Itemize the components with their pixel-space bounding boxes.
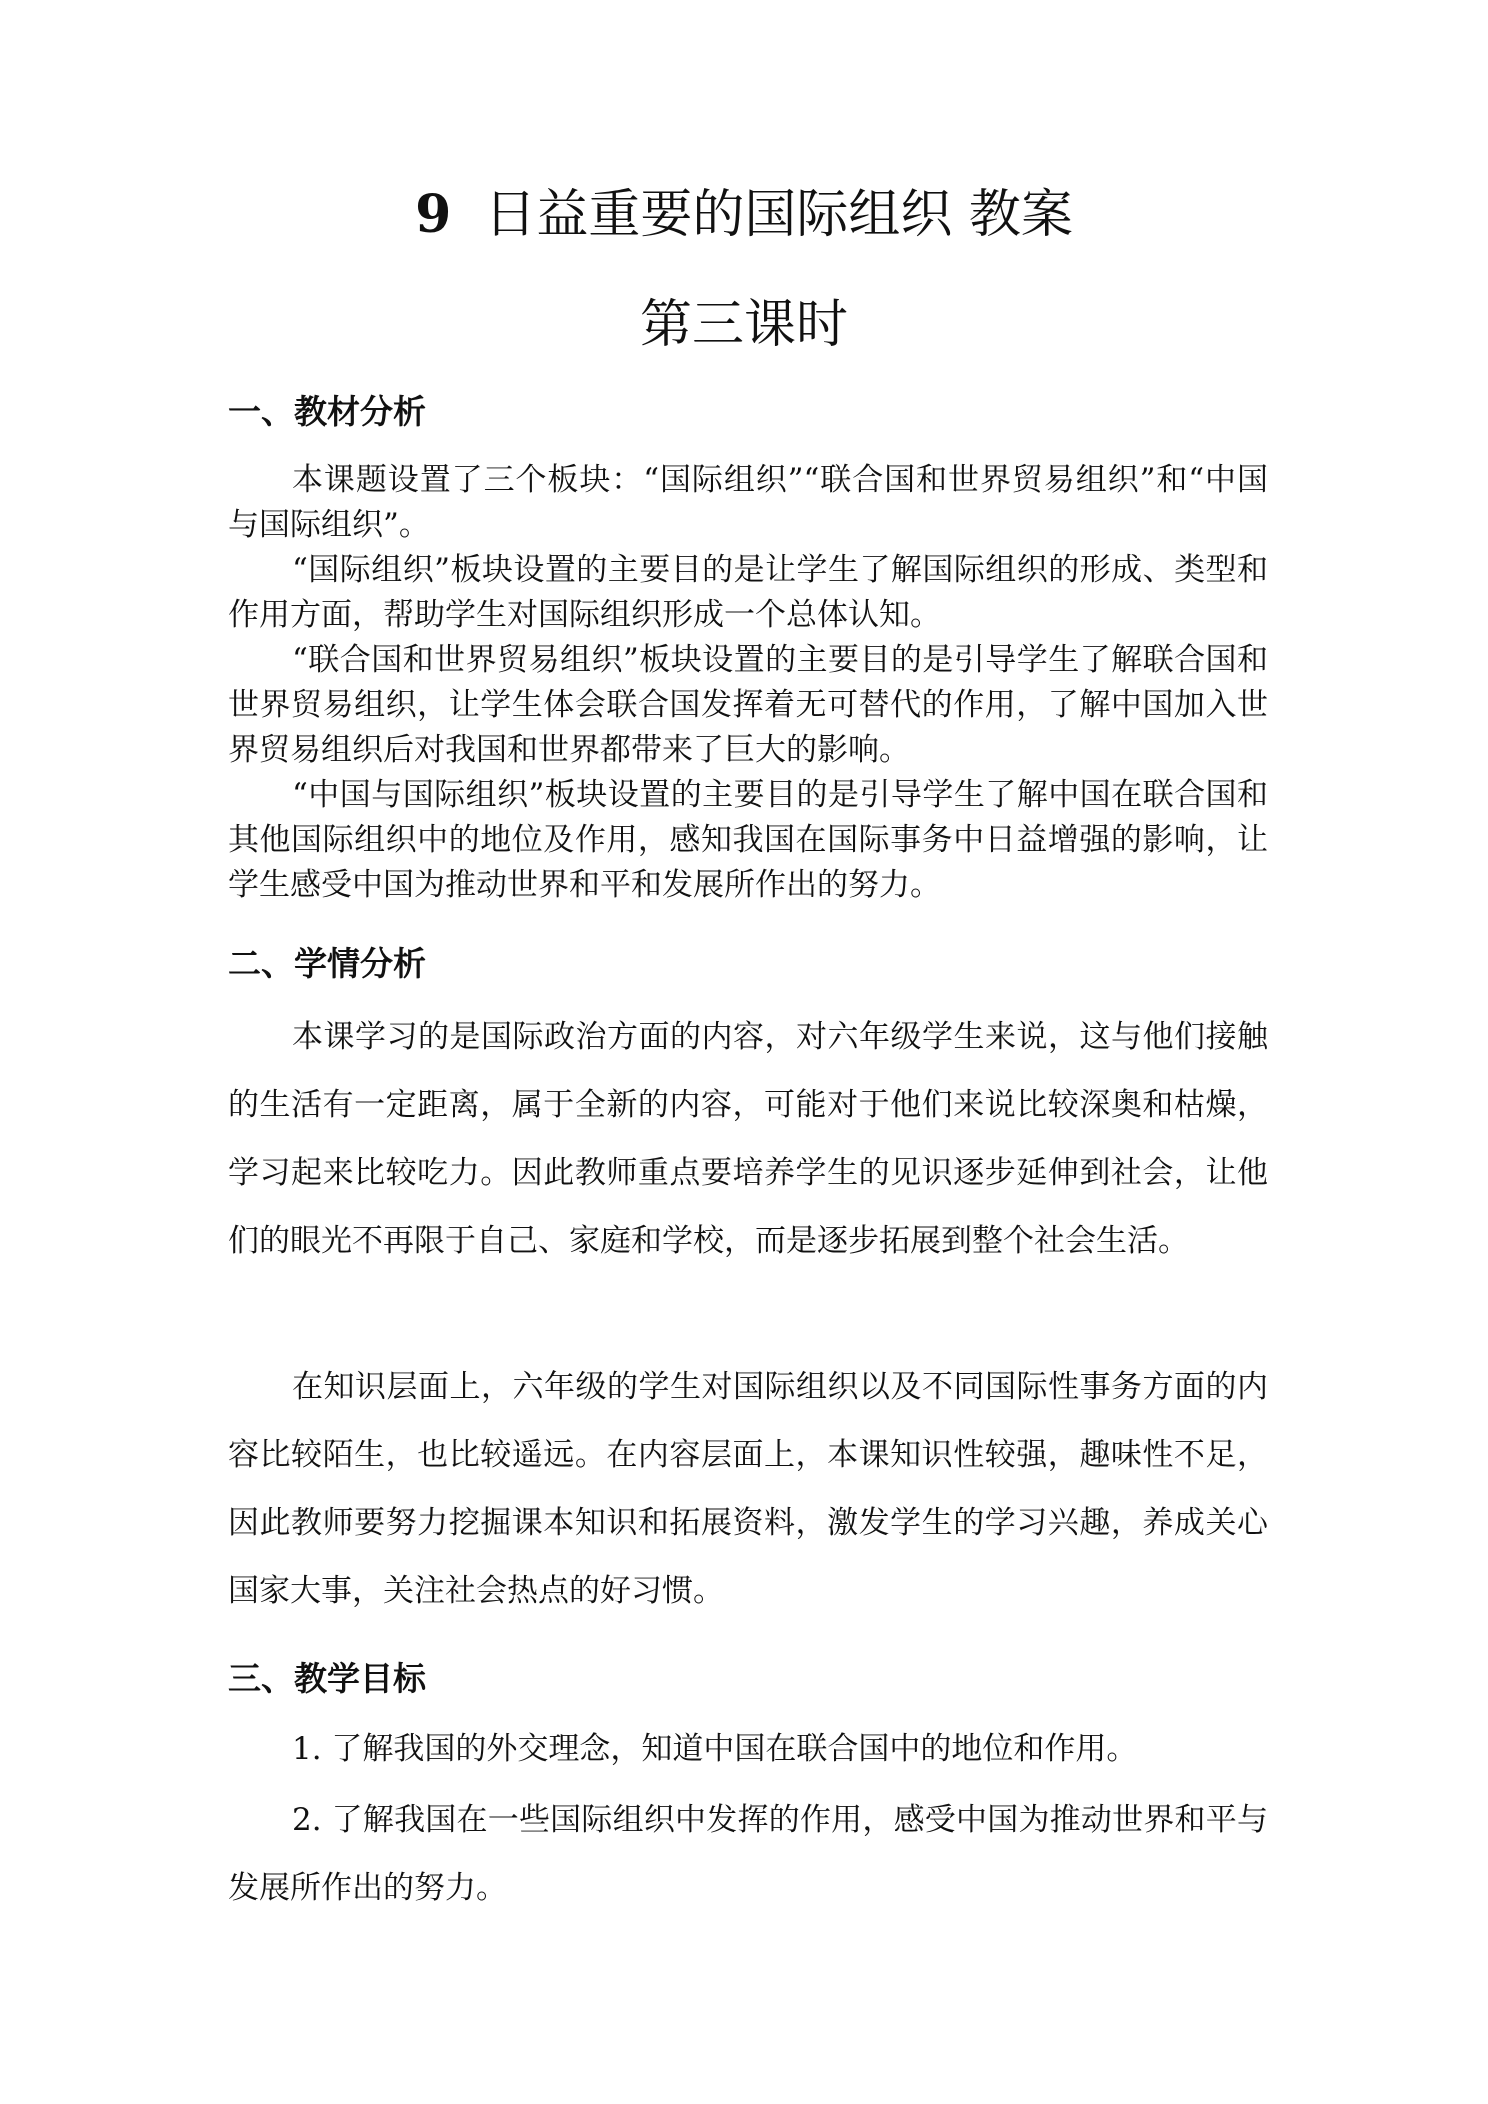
section-heading-student-analysis: 二、学情分析: [228, 944, 426, 983]
lesson-number: 9: [415, 184, 452, 245]
lesson-title: 日益重要的国际组织 教案: [484, 185, 1073, 245]
document-title: [0, 180, 1488, 250]
paragraph: 在知识层面上，六年级的学生对国际组织以及不同国际性事务方面的内容比较陌生，也比较遥远。在内容层面上，本课知识性较强，趣味性不足，因此教师要努力挖掘课本知识和拓展资料，激发学生的学习兴趣，养成关心国家大事，关注社会热点的好习惯。: [228, 1369, 1268, 1609]
goal-item: 2. 了解我国在一些国际组织中发挥的作用，感受中国为推动世界和平与发展所作出的努力。: [228, 1802, 1268, 1906]
goal-item: 1. 了解我国的外交理念，知道中国在联合国中的地位和作用。: [292, 1731, 1138, 1767]
paragraph: 本课学习的是国际政治方面的内容，对六年级学生来说，这与他们接触的生活有一定距离，属于全新的内容，可能对于他们来说比较深奥和枯燥，学习起来比较吃力。因此教师重点要培养学生的见识逐步延伸到社会，让他们的眼光不再限于自己、家庭和学校，而是逐步拓展到整个社会生活。: [228, 1019, 1268, 1259]
section-heading-textbook-analysis: 一、教材分析: [228, 392, 426, 431]
paragraph: “中国与国际组织”板块设置的主要目的是引导学生了解中国在联合国和其他国际组织中的地位及作用，感知我国在国际事务中日益增强的影响，让学生感受中国为推动世界和平和发展所作出的努力。: [228, 777, 1268, 903]
section-heading-teaching-goals: 三、教学目标: [228, 1659, 426, 1698]
document-subtitle: 第三课时: [639, 295, 848, 355]
paragraph: “国际组织”板块设置的主要目的是让学生了解国际组织的形成、类型和作用方面，帮助学生对国际组织形成一个总体认知。: [228, 552, 1268, 633]
paragraph: 本课题设置了三个板块：“国际组织”“联合国和世界贸易组织”和“中国与国际组织”。: [228, 462, 1268, 543]
paragraph: “联合国和世界贸易组织”板块设置的主要目的是引导学生了解联合国和世界贸易组织，让学生体会联合国发挥着无可替代的作用，了解中国加入世界贸易组织后对我国和世界都带来了巨大的影响。: [228, 642, 1268, 768]
